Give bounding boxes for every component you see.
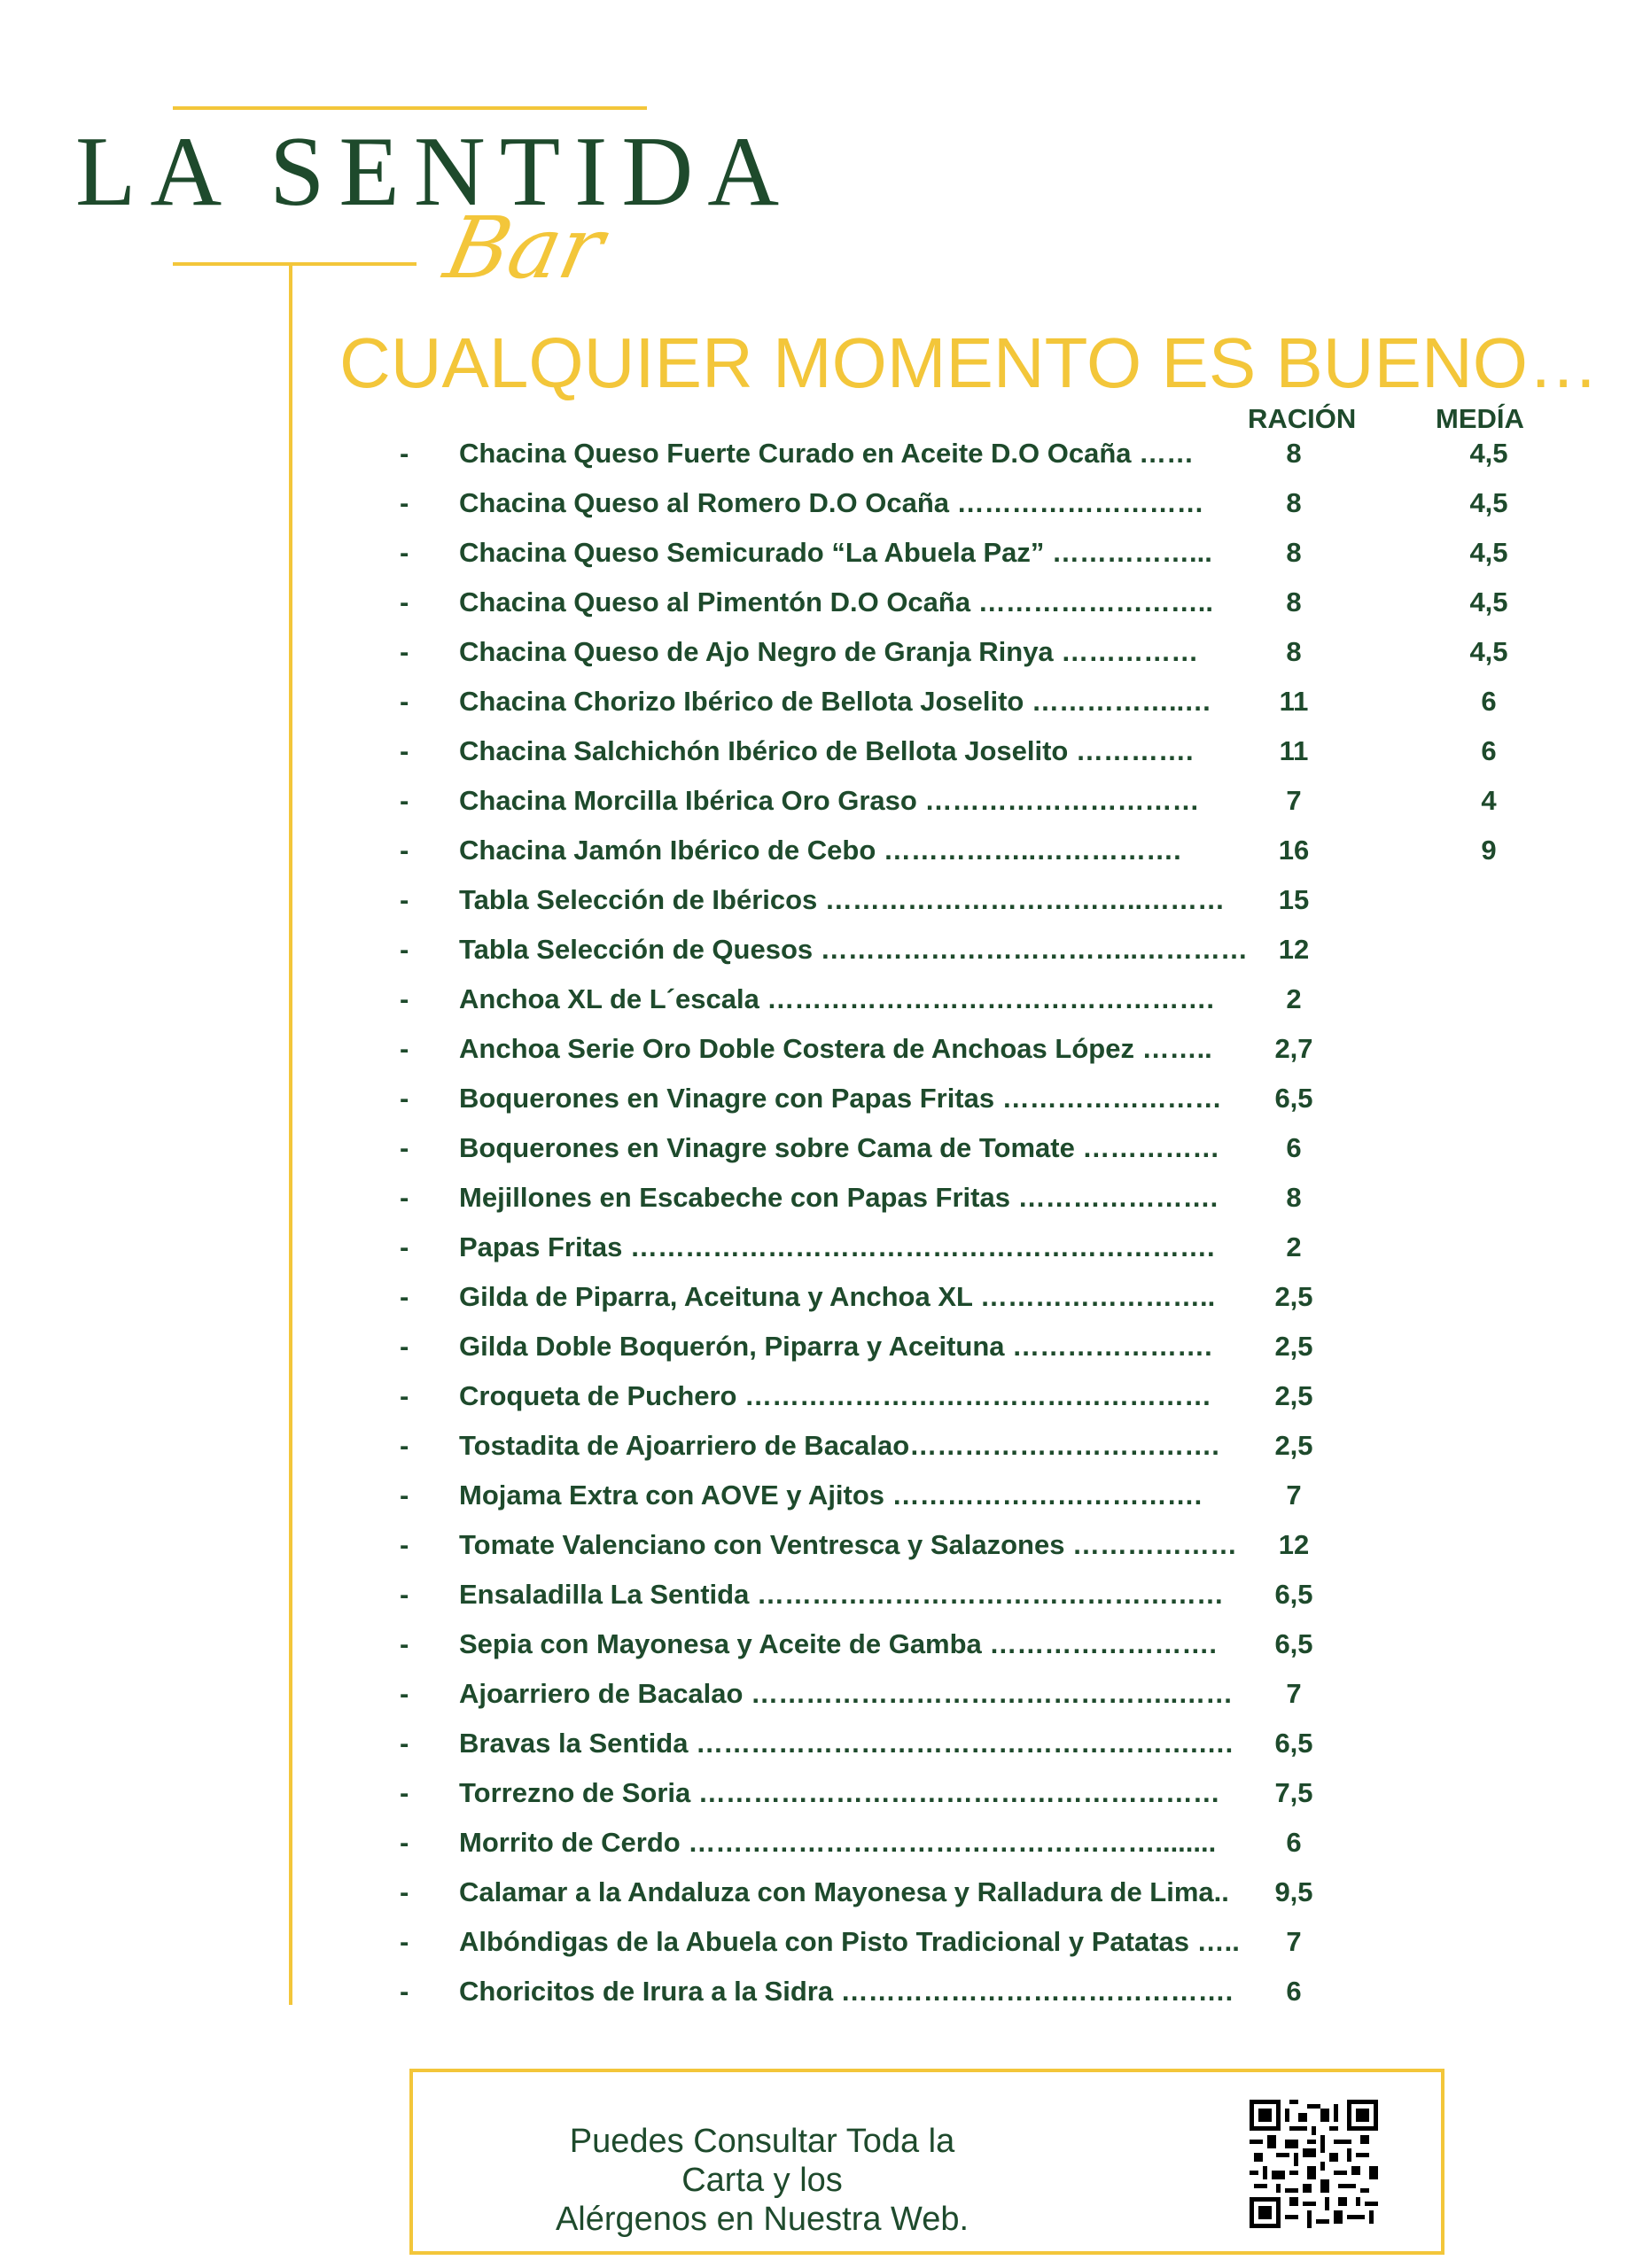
menu-item xyxy=(0,1572,1643,1621)
menu-item-media-price: 9 xyxy=(1481,835,1497,866)
menu-item-racion-price: 12 xyxy=(1278,934,1310,965)
menu-item xyxy=(0,1026,1643,1076)
menu-item-dash: - xyxy=(400,1480,409,1511)
menu-item-name: Choricitos de Irura a la Sidra ……………………………………. xyxy=(459,1976,1234,2007)
menu-item xyxy=(0,1720,1643,1770)
menu-item-racion-price: 2,5 xyxy=(1274,1331,1313,1362)
menu-item-dash: - xyxy=(400,1728,409,1759)
menu-item-name: Gilda de Piparra, Aceituna y Anchoa XL …………………….. xyxy=(459,1281,1216,1312)
menu-item xyxy=(0,728,1643,778)
menu-item xyxy=(0,629,1643,679)
menu-item-racion-price: 2 xyxy=(1286,1231,1302,1262)
menu-item-racion-price: 8 xyxy=(1286,1182,1302,1213)
menu-item-dash: - xyxy=(400,1132,409,1163)
menu-item xyxy=(0,976,1643,1026)
menu-item-dash: - xyxy=(400,1430,409,1461)
menu-items xyxy=(0,431,1643,2018)
menu-item-name: Albóndigas de la Abuela con Pisto Tradicional y Patatas ….. xyxy=(459,1926,1240,1957)
menu-item-name: Tomate Valenciano con Ventresca y Salazones ……………… xyxy=(459,1529,1238,1560)
menu-item-name: Anchoa Serie Oro Doble Costera de Anchoas López …….. xyxy=(459,1033,1212,1064)
menu-item xyxy=(0,679,1643,728)
menu-item-dash: - xyxy=(400,586,409,617)
menu-item-dash: - xyxy=(400,884,409,915)
menu-item-name: Chacina Queso al Pimentón D.O Ocaña …………………….. xyxy=(459,586,1213,617)
menu-item xyxy=(0,1522,1643,1572)
menu-item xyxy=(0,1820,1643,1869)
menu-item-racion-price: 8 xyxy=(1286,586,1302,617)
menu-item xyxy=(0,1671,1643,1720)
menu-item-name: Ajoarriero de Bacalao ………………………………………..…… xyxy=(459,1678,1234,1709)
menu-item-media-price: 4 xyxy=(1481,785,1497,816)
menu-item-racion-price: 7 xyxy=(1286,1480,1302,1511)
menu-item-racion-price: 11 xyxy=(1279,686,1309,717)
menu-item-racion-price: 6 xyxy=(1286,1976,1302,2007)
menu-item-dash: - xyxy=(400,1083,409,1114)
menu-item-name: Gilda Doble Boquerón, Piparra y Aceituna …………………. xyxy=(459,1331,1212,1362)
column-header-racion: RACIÓN xyxy=(1248,403,1357,434)
menu-item xyxy=(0,1175,1643,1224)
menu-item xyxy=(0,1324,1643,1373)
menu-item-racion-price: 11 xyxy=(1279,735,1309,766)
menu-item-dash: - xyxy=(400,1033,409,1064)
menu-item-dash: - xyxy=(400,636,409,667)
menu-item-name: Chacina Salchichón Ibérico de Bellota Joselito …………. xyxy=(459,735,1194,766)
menu-item xyxy=(0,1869,1643,1919)
menu-item-name: Boquerones en Vinagre con Papas Fritas …………………… xyxy=(459,1083,1222,1114)
menu-item-racion-price: 6 xyxy=(1286,1132,1302,1163)
menu-item-name: Tabla Selección de Ibéricos ……………………………..……… xyxy=(459,884,1226,915)
menu-item-name: Tabla Selección de Quesos ……………………………..………… xyxy=(459,934,1248,965)
menu-item-dash: - xyxy=(400,835,409,866)
menu-item-name: Chacina Morcilla Ibérica Oro Graso ………………………… xyxy=(459,785,1200,816)
menu-item-dash: - xyxy=(400,1281,409,1312)
brand-name: LA SENTIDA xyxy=(75,117,794,227)
menu-item-dash: - xyxy=(400,1628,409,1659)
menu-item-racion-price: 7 xyxy=(1286,1678,1302,1709)
menu-item xyxy=(0,530,1643,579)
menu-item-media-price: 4,5 xyxy=(1469,438,1508,469)
menu-item xyxy=(0,827,1643,877)
menu-item xyxy=(0,1969,1643,2018)
menu-item-racion-price: 6,5 xyxy=(1274,1083,1313,1114)
menu-item-name: Chacina Queso al Romero D.O Ocaña ……………………… xyxy=(459,487,1204,518)
menu-item-racion-price: 8 xyxy=(1286,636,1302,667)
menu-item-dash: - xyxy=(400,686,409,717)
menu-item xyxy=(0,1919,1643,1969)
menu-item-name: Chacina Queso de Ajo Negro de Granja Rinya …………… xyxy=(459,636,1199,667)
menu-item-racion-price: 8 xyxy=(1286,537,1302,568)
menu-item xyxy=(0,1274,1643,1324)
menu-item-name: Ensaladilla La Sentida …………………………………………… xyxy=(459,1579,1224,1610)
menu-item-dash: - xyxy=(400,487,409,518)
menu-item-media-price: 4,5 xyxy=(1469,586,1508,617)
menu-item-dash: - xyxy=(400,934,409,965)
menu-item-racion-price: 6 xyxy=(1286,1827,1302,1858)
menu-item-dash: - xyxy=(400,1926,409,1957)
menu-item xyxy=(0,778,1643,827)
menu-item xyxy=(0,1621,1643,1671)
menu-item xyxy=(0,1224,1643,1274)
menu-item-dash: - xyxy=(400,1976,409,2007)
menu-item-racion-price: 2,5 xyxy=(1274,1281,1313,1312)
menu-item-racion-price: 2,7 xyxy=(1274,1033,1313,1064)
menu-item-dash: - xyxy=(400,438,409,469)
menu-item-dash: - xyxy=(400,1876,409,1907)
menu-item-racion-price: 15 xyxy=(1278,884,1310,915)
menu-item-name: Bravas la Sentida ……………………………………………….…. xyxy=(459,1728,1234,1759)
menu-item-name: Mojama Extra con AOVE y Ajitos ……………………………. xyxy=(459,1480,1203,1511)
menu-item xyxy=(0,431,1643,480)
menu-item-media-price: 4,5 xyxy=(1469,537,1508,568)
menu-item xyxy=(0,1125,1643,1175)
menu-item-racion-price: 2 xyxy=(1286,983,1302,1014)
menu-item-dash: - xyxy=(400,1529,409,1560)
menu-item-dash: - xyxy=(400,1380,409,1411)
menu-item xyxy=(0,1423,1643,1472)
menu-item-racion-price: 16 xyxy=(1278,835,1310,866)
menu-item-dash: - xyxy=(400,1182,409,1213)
menu-item-name: Chacina Chorizo Ibérico de Bellota Joselito ……………..… xyxy=(459,686,1212,717)
column-header-media: MEDÍA xyxy=(1436,403,1524,434)
menu-item-dash: - xyxy=(400,1579,409,1610)
menu-item-name: Torrezno de Soria ………………………………………………… xyxy=(459,1777,1220,1808)
menu-item-media-price: 6 xyxy=(1481,686,1497,717)
menu-item-name: Papas Fritas ………………………………………………………. xyxy=(459,1231,1215,1262)
menu-item-media-price: 4,5 xyxy=(1469,487,1508,518)
menu-item-name: Croqueta de Puchero …………………………………………… xyxy=(459,1380,1212,1411)
menu-item-racion-price: 7 xyxy=(1286,785,1302,816)
menu-item-dash: - xyxy=(400,1231,409,1262)
menu-item xyxy=(0,877,1643,927)
logo-bottom-line xyxy=(173,262,417,266)
menu-item-dash: - xyxy=(400,735,409,766)
menu-item-racion-price: 8 xyxy=(1286,487,1302,518)
footer-line-1: Puedes Consultar Toda la Carta y los xyxy=(569,2123,955,2199)
menu-item xyxy=(0,1472,1643,1522)
menu-item-media-price: 4,5 xyxy=(1469,636,1508,667)
qr-code-icon[interactable] xyxy=(1245,2100,1382,2228)
menu-item-name: Chacina Queso Fuerte Curado en Aceite D.O Ocaña …… xyxy=(459,438,1195,469)
menu-item-name: Chacina Jamón Ibérico de Cebo ……………..……………. xyxy=(459,835,1181,866)
menu-item xyxy=(0,1076,1643,1125)
menu-item xyxy=(0,579,1643,629)
brand-subtitle: Bar xyxy=(437,198,612,298)
menu-item-name: Tostadita de Ajoarriero de Bacalao……………………………. xyxy=(459,1430,1219,1461)
menu-item-name: Morrito de Cerdo ……………………………………………........ xyxy=(459,1827,1217,1858)
menu-item-dash: - xyxy=(400,785,409,816)
menu-item xyxy=(0,927,1643,976)
menu-item-racion-price: 7,5 xyxy=(1274,1777,1313,1808)
menu-item-dash: - xyxy=(400,1777,409,1808)
menu-item-racion-price: 12 xyxy=(1278,1529,1310,1560)
footer-line-2: Alérgenos en Nuestra Web. xyxy=(555,2201,969,2238)
headline: CUALQUIER MOMENTO ES BUENO… xyxy=(339,323,1599,402)
menu-item xyxy=(0,480,1643,530)
menu-item-media-price: 6 xyxy=(1481,735,1497,766)
menu-item-name: Calamar a la Andaluza con Mayonesa y Ralladura de Lima.. xyxy=(459,1876,1229,1907)
menu-item-racion-price: 2,5 xyxy=(1274,1430,1313,1461)
menu-item-name: Chacina Queso Semicurado “La Abuela Paz” ……………... xyxy=(459,537,1212,568)
menu-item-racion-price: 6,5 xyxy=(1274,1728,1313,1759)
menu-item-racion-price: 9,5 xyxy=(1274,1876,1313,1907)
menu-item-name: Anchoa XL de L´escala …………………………………………. xyxy=(459,983,1215,1014)
menu-item-racion-price: 6,5 xyxy=(1274,1628,1313,1659)
menu-item-racion-price: 6,5 xyxy=(1274,1579,1313,1610)
menu-item-racion-price: 7 xyxy=(1286,1926,1302,1957)
menu-item-name: Boquerones en Vinagre sobre Cama de Tomate …………… xyxy=(459,1132,1220,1163)
menu-item-dash: - xyxy=(400,1827,409,1858)
menu-item-dash: - xyxy=(400,983,409,1014)
logo-top-line xyxy=(173,106,647,110)
menu-item xyxy=(0,1770,1643,1820)
menu-item-racion-price: 2,5 xyxy=(1274,1380,1313,1411)
menu-item-name: Mejillones en Escabeche con Papas Fritas …………………. xyxy=(459,1182,1219,1213)
menu-item-name: Sepia con Mayonesa y Aceite de Gamba ……………………. xyxy=(459,1628,1218,1659)
menu-item-racion-price: 8 xyxy=(1286,438,1302,469)
menu-item-dash: - xyxy=(400,1331,409,1362)
footer-text xyxy=(532,2122,993,2239)
menu-item xyxy=(0,1373,1643,1423)
menu-item-dash: - xyxy=(400,537,409,568)
menu-item-dash: - xyxy=(400,1678,409,1709)
